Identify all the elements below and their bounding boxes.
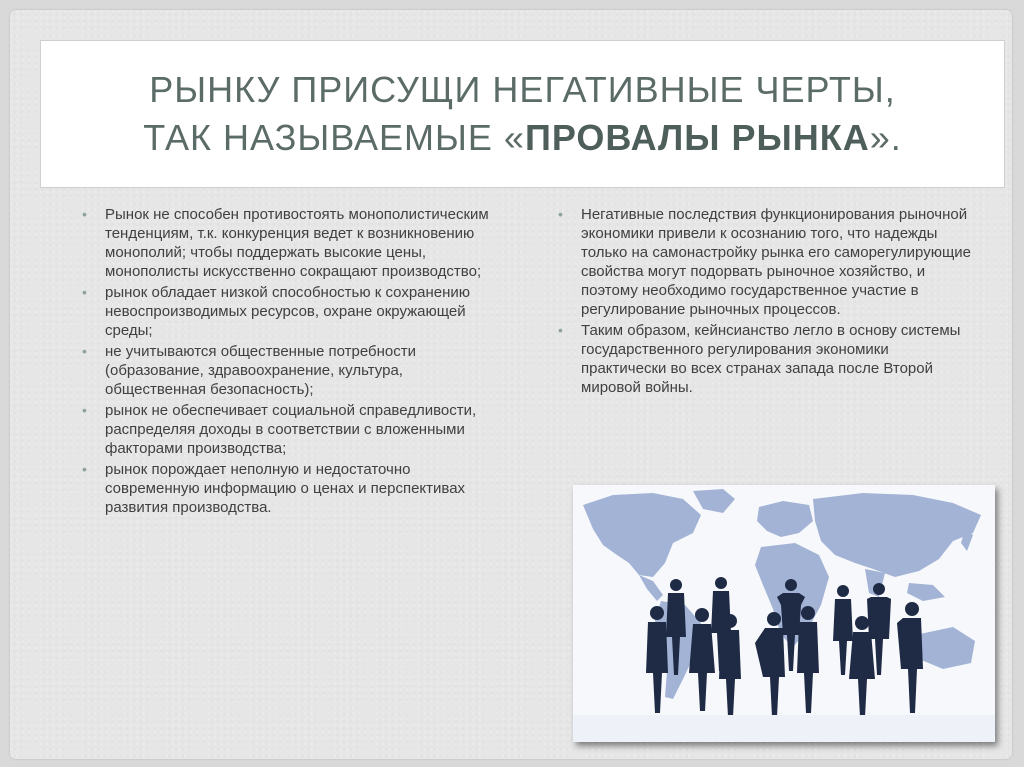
bullet-icon: • — [82, 206, 87, 222]
list-item — [558, 321, 978, 397]
list-item — [82, 401, 502, 458]
list-item-text: Негативные последствия функционирования рыночной экономики привели к осознанию того, что надежды только на самонастройку рынка его саморегулирующие свойства могут подорвать рыночное хозяйство, и поэтому необходимо государственное участие в регулирование рыночных процессов. — [581, 206, 972, 318]
world-map-illustration — [573, 485, 995, 742]
bullet-icon: • — [558, 206, 563, 222]
list-item-text: рынок не обеспечивает социальной справедливости, распределяя доходы в соответствии с вложенными факторами производства; — [105, 402, 477, 457]
list-item — [82, 205, 502, 281]
left-bullet-list — [82, 205, 502, 517]
title-box — [40, 40, 1005, 188]
bullet-icon: • — [82, 461, 87, 477]
title-line-1: РЫНКУ ПРИСУЩИ НЕГАТИВНЫЕ ЧЕРТЫ, — [149, 69, 896, 110]
list-item — [82, 342, 502, 399]
title-line-2-bold: ПРОВАЛЫ РЫНКА — [524, 117, 870, 158]
title-line-2 — [41, 114, 1004, 162]
list-item-text: не учитываются общественные потребности (образование, здравоохранение, культура, общественная безопасность); — [105, 343, 417, 398]
right-column — [558, 205, 978, 399]
list-item — [82, 283, 502, 340]
title-line-2-suffix: ». — [869, 117, 902, 158]
list-item — [82, 460, 502, 517]
bullet-icon: • — [558, 322, 563, 338]
bullet-icon: • — [82, 402, 87, 418]
list-item-text: рынок порождает неполную и недостаточно современную информацию о ценах и перспективах развития производства. — [105, 461, 466, 516]
title-line-2-prefix: ТАК НАЗЫВАЕМЫЕ « — [143, 117, 525, 158]
bullet-icon: • — [82, 284, 87, 300]
bullet-icon: • — [82, 343, 87, 359]
slide — [10, 10, 1012, 759]
right-bullet-list — [558, 205, 978, 397]
list-item-text: рынок обладает низкой способностью к сохранению невоспроизводимых ресурсов, охране окружающей среды; — [105, 284, 471, 339]
list-item-text: Таким образом, кейнсианство легло в основу системы государственного регулирования экономики практически во всех странах запада после Второй мировой войны. — [581, 322, 961, 396]
list-item-text: Рынок не способен противостоять монополистическим тенденциям, т.к. конкуренция ведет к возникновению монополий; чтобы поддержать высокие цены, монополисты искусственно сокращают производство; — [105, 206, 489, 280]
slide-title — [41, 66, 1004, 162]
list-item — [558, 205, 978, 319]
left-column — [82, 205, 502, 519]
world-map-business-people-icon — [573, 485, 995, 742]
